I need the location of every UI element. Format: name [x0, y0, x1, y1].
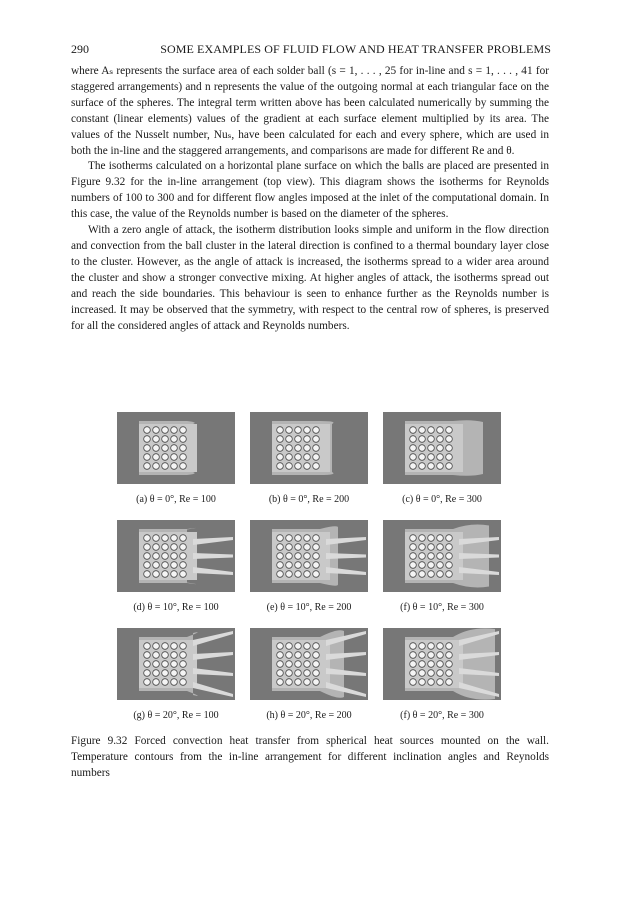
- solder-ball: [304, 427, 311, 434]
- solder-ball: [162, 679, 169, 686]
- isotherm-plot: [117, 628, 235, 700]
- solder-ball: [446, 544, 453, 551]
- solder-ball: [144, 463, 151, 470]
- solder-ball: [277, 670, 284, 677]
- solder-ball: [437, 463, 444, 470]
- solder-ball: [304, 670, 311, 677]
- solder-ball: [446, 571, 453, 578]
- solder-ball: [446, 679, 453, 686]
- solder-ball: [162, 571, 169, 578]
- panel-label: (b) θ = 0°, Re = 200: [268, 494, 350, 505]
- solder-ball: [295, 562, 302, 569]
- solder-ball: [313, 679, 320, 686]
- panel-label: (a) θ = 0°, Re = 100: [136, 494, 216, 505]
- solder-ball: [437, 661, 444, 668]
- solder-ball: [304, 535, 311, 542]
- solder-ball: [446, 562, 453, 569]
- solder-ball: [153, 454, 160, 461]
- isotherm-panel: [383, 520, 501, 592]
- solder-ball: [304, 553, 311, 560]
- solder-ball: [286, 535, 293, 542]
- solder-ball: [304, 544, 311, 551]
- solder-ball: [144, 562, 151, 569]
- solder-ball: [304, 679, 311, 686]
- paragraph: With a zero angle of attack, the isotherm distribution looks simple and uniform in the flow direction and convection from the ball cluster in the lateral direction is confined to a thermal boundary layer close to the cluster. However, as the angle of attack is increased, the isotherms spread to a wider area around the cluster and show a stronger convective mixing. At higher angles of attack, the isotherms spread out and reach the side boundaries. This behaviour is seen to enhance further as the Reynolds number is increased. It may be observed that the symmetry, with respect to the central row of spheres, is preserved for all the considered angles of attack and Reynolds numbers.: [71, 224, 549, 332]
- solder-ball: [313, 652, 320, 659]
- solder-ball: [313, 535, 320, 542]
- solder-ball: [277, 679, 284, 686]
- panel-label: (c) θ = 0°, Re = 300: [402, 494, 482, 505]
- solder-ball: [180, 454, 187, 461]
- solder-ball: [153, 427, 160, 434]
- solder-ball: [286, 562, 293, 569]
- solder-ball: [286, 454, 293, 461]
- solder-ball: [180, 679, 187, 686]
- isotherm-panel: [383, 628, 501, 700]
- solder-ball: [410, 643, 417, 650]
- solder-ball: [144, 571, 151, 578]
- solder-ball: [428, 661, 435, 668]
- solder-ball: [180, 427, 187, 434]
- solder-ball: [153, 679, 160, 686]
- isotherm-panel: [117, 628, 235, 700]
- solder-ball: [304, 652, 311, 659]
- solder-ball: [295, 535, 302, 542]
- solder-ball: [144, 670, 151, 677]
- isotherm-plot: [383, 412, 501, 484]
- solder-ball: [277, 562, 284, 569]
- paragraph: The isotherms calculated on a horizontal plane surface on which the balls are placed are presented in Figure 9.32 for the in-line arrangement (top view). This diagram shows the isotherms for Reynolds numbers of 100 to 300 and for different flow angles imposed at the inlet of the computational domain. In this case, the value of the Reynolds number is based on the diameter of the spheres.: [71, 160, 549, 221]
- solder-ball: [162, 643, 169, 650]
- solder-ball: [419, 670, 426, 677]
- solder-ball: [313, 571, 320, 578]
- solder-ball: [446, 463, 453, 470]
- solder-ball: [180, 463, 187, 470]
- solder-ball: [419, 436, 426, 443]
- solder-ball: [171, 454, 178, 461]
- solder-ball: [410, 463, 417, 470]
- solder-ball: [437, 436, 444, 443]
- solder-ball: [437, 670, 444, 677]
- solder-ball: [419, 445, 426, 452]
- solder-ball: [419, 679, 426, 686]
- solder-ball: [437, 571, 444, 578]
- solder-ball: [286, 679, 293, 686]
- solder-ball: [277, 535, 284, 542]
- solder-ball: [171, 553, 178, 560]
- solder-ball: [180, 571, 187, 578]
- solder-ball: [410, 553, 417, 560]
- solder-ball: [419, 463, 426, 470]
- solder-ball: [295, 445, 302, 452]
- solder-ball: [437, 643, 444, 650]
- solder-ball: [171, 643, 178, 650]
- solder-ball: [437, 562, 444, 569]
- solder-ball: [419, 427, 426, 434]
- solder-ball: [144, 427, 151, 434]
- paragraph: where Aₛ represents the surface area of each solder ball (s = 1, . . . , 25 for in-line and s = 1, . . . , 41 for staggered arrangements) and n represents the value of the outgoing normal at each triangular face on the surface of the spheres. The integral term written above has been calculated numerically by summing the constant (linear elements) values of the gradient at each surface element multiplied by its area. The values of the Nusselt number, Nuₛ, have been calculated for each and every sphere, which are used in both the in-line and the staggered arrangements, and comparisons are made for different Re and θ.: [71, 65, 549, 157]
- solder-ball: [162, 670, 169, 677]
- solder-ball: [171, 445, 178, 452]
- solder-ball: [313, 463, 320, 470]
- solder-ball: [419, 652, 426, 659]
- solder-ball: [162, 436, 169, 443]
- solder-ball: [295, 553, 302, 560]
- solder-ball: [428, 670, 435, 677]
- isotherm-panel: [250, 412, 368, 484]
- solder-ball: [153, 553, 160, 560]
- solder-ball: [313, 670, 320, 677]
- solder-ball: [144, 679, 151, 686]
- solder-ball: [162, 562, 169, 569]
- solder-ball: [419, 661, 426, 668]
- solder-ball: [304, 445, 311, 452]
- solder-ball: [162, 463, 169, 470]
- solder-ball: [286, 544, 293, 551]
- solder-ball: [180, 562, 187, 569]
- solder-ball: [162, 544, 169, 551]
- solder-ball: [446, 652, 453, 659]
- solder-ball: [180, 643, 187, 650]
- solder-ball: [295, 652, 302, 659]
- solder-ball: [304, 571, 311, 578]
- solder-ball: [144, 454, 151, 461]
- solder-ball: [277, 571, 284, 578]
- solder-ball: [295, 463, 302, 470]
- solder-ball: [419, 643, 426, 650]
- solder-ball: [180, 445, 187, 452]
- solder-ball: [313, 661, 320, 668]
- solder-ball: [446, 643, 453, 650]
- solder-ball: [171, 652, 178, 659]
- solder-ball: [446, 427, 453, 434]
- panel-label: (f) θ = 10°, Re = 300: [400, 602, 484, 613]
- solder-ball: [153, 670, 160, 677]
- solder-ball: [446, 436, 453, 443]
- isotherm-panel: [383, 412, 501, 484]
- panel-label: (d) θ = 10°, Re = 100: [133, 602, 219, 613]
- isotherm-plot: [117, 520, 235, 592]
- solder-ball: [295, 679, 302, 686]
- solder-ball: [277, 454, 284, 461]
- solder-ball: [419, 454, 426, 461]
- solder-ball: [410, 670, 417, 677]
- panel-label: (g) θ = 20°, Re = 100: [133, 710, 219, 721]
- solder-ball: [286, 571, 293, 578]
- solder-ball: [286, 427, 293, 434]
- solder-ball: [286, 445, 293, 452]
- solder-ball: [180, 670, 187, 677]
- solder-ball: [446, 661, 453, 668]
- solder-ball: [419, 562, 426, 569]
- solder-ball: [277, 436, 284, 443]
- isotherm-plot: [250, 520, 368, 592]
- solder-ball: [153, 463, 160, 470]
- solder-ball: [304, 661, 311, 668]
- solder-ball: [277, 652, 284, 659]
- isotherm-panel: [117, 412, 235, 484]
- solder-ball: [313, 454, 320, 461]
- solder-ball: [304, 562, 311, 569]
- solder-ball: [144, 535, 151, 542]
- isotherm-panel: [250, 520, 368, 592]
- solder-ball: [171, 544, 178, 551]
- solder-ball: [428, 427, 435, 434]
- solder-ball: [171, 427, 178, 434]
- solder-ball: [153, 661, 160, 668]
- solder-ball: [428, 454, 435, 461]
- solder-ball: [304, 643, 311, 650]
- solder-ball: [277, 445, 284, 452]
- solder-ball: [410, 571, 417, 578]
- solder-ball: [313, 436, 320, 443]
- panel-label: (h) θ = 20°, Re = 200: [266, 710, 352, 721]
- solder-ball: [410, 427, 417, 434]
- solder-ball: [419, 535, 426, 542]
- solder-ball: [286, 643, 293, 650]
- solder-ball: [277, 427, 284, 434]
- solder-ball: [144, 544, 151, 551]
- solder-ball: [171, 670, 178, 677]
- solder-ball: [313, 445, 320, 452]
- solder-ball: [180, 436, 187, 443]
- solder-ball: [295, 544, 302, 551]
- solder-ball: [437, 454, 444, 461]
- solder-ball: [313, 562, 320, 569]
- solder-ball: [446, 454, 453, 461]
- solder-ball: [437, 652, 444, 659]
- running-title: SOME EXAMPLES OF FLUID FLOW AND HEAT TRANSFER PROBLEMS: [160, 42, 551, 56]
- solder-ball: [437, 544, 444, 551]
- solder-ball: [313, 427, 320, 434]
- solder-ball: [171, 679, 178, 686]
- solder-ball: [171, 463, 178, 470]
- solder-ball: [295, 571, 302, 578]
- solder-ball: [277, 553, 284, 560]
- solder-ball: [162, 445, 169, 452]
- solder-ball: [153, 562, 160, 569]
- solder-ball: [144, 643, 151, 650]
- isotherm-plot: [250, 628, 368, 700]
- solder-ball: [162, 427, 169, 434]
- solder-ball: [180, 652, 187, 659]
- solder-ball: [144, 445, 151, 452]
- isotherm-plot: [250, 412, 368, 484]
- solder-ball: [304, 436, 311, 443]
- isotherm-plot: [383, 520, 501, 592]
- solder-ball: [428, 445, 435, 452]
- solder-ball: [295, 454, 302, 461]
- solder-ball: [428, 463, 435, 470]
- solder-ball: [144, 661, 151, 668]
- solder-ball: [162, 652, 169, 659]
- solder-ball: [410, 661, 417, 668]
- solder-ball: [277, 643, 284, 650]
- solder-ball: [437, 553, 444, 560]
- solder-ball: [153, 652, 160, 659]
- solder-ball: [419, 553, 426, 560]
- solder-ball: [428, 679, 435, 686]
- solder-ball: [295, 427, 302, 434]
- solder-ball: [410, 436, 417, 443]
- solder-ball: [171, 436, 178, 443]
- solder-ball: [180, 553, 187, 560]
- solder-ball: [304, 454, 311, 461]
- solder-ball: [171, 571, 178, 578]
- solder-ball: [304, 463, 311, 470]
- solder-ball: [153, 544, 160, 551]
- solder-ball: [153, 445, 160, 452]
- solder-ball: [153, 535, 160, 542]
- solder-ball: [171, 535, 178, 542]
- solder-ball: [437, 535, 444, 542]
- solder-ball: [313, 544, 320, 551]
- solder-ball: [171, 562, 178, 569]
- solder-ball: [428, 562, 435, 569]
- solder-ball: [162, 535, 169, 542]
- solder-ball: [286, 436, 293, 443]
- solder-ball: [295, 436, 302, 443]
- isotherm-plot: [383, 628, 501, 700]
- solder-ball: [419, 544, 426, 551]
- solder-ball: [428, 436, 435, 443]
- solder-ball: [295, 670, 302, 677]
- solder-ball: [428, 571, 435, 578]
- solder-ball: [162, 454, 169, 461]
- solder-ball: [286, 670, 293, 677]
- solder-ball: [446, 445, 453, 452]
- solder-ball: [180, 544, 187, 551]
- solder-ball: [419, 571, 426, 578]
- figure-caption: Figure 9.32 Forced convection heat transfer from spherical heat sources mounted on the wall. Temperature contours from the in-line arrangement for different inclination angles and Reynolds numbers: [71, 735, 549, 779]
- solder-ball: [162, 553, 169, 560]
- solder-ball: [428, 643, 435, 650]
- solder-ball: [410, 535, 417, 542]
- panel-label: (f) θ = 20°, Re = 300: [400, 710, 484, 721]
- solder-ball: [410, 562, 417, 569]
- solder-ball: [277, 463, 284, 470]
- solder-ball: [428, 535, 435, 542]
- solder-ball: [144, 436, 151, 443]
- solder-ball: [162, 661, 169, 668]
- page-number: 290: [71, 42, 89, 56]
- solder-ball: [313, 643, 320, 650]
- solder-ball: [446, 670, 453, 677]
- solder-ball: [153, 643, 160, 650]
- solder-ball: [286, 553, 293, 560]
- isotherm-plot: [117, 412, 235, 484]
- solder-ball: [428, 652, 435, 659]
- solder-ball: [286, 661, 293, 668]
- solder-ball: [437, 445, 444, 452]
- solder-ball: [446, 535, 453, 542]
- solder-ball: [410, 454, 417, 461]
- solder-ball: [171, 661, 178, 668]
- solder-ball: [144, 652, 151, 659]
- isotherm-panel: [117, 520, 235, 592]
- solder-ball: [428, 553, 435, 560]
- solder-ball: [153, 436, 160, 443]
- isotherm-panel: [250, 628, 368, 700]
- solder-ball: [446, 553, 453, 560]
- solder-ball: [286, 652, 293, 659]
- solder-ball: [286, 463, 293, 470]
- solder-ball: [295, 661, 302, 668]
- solder-ball: [144, 553, 151, 560]
- solder-ball: [410, 652, 417, 659]
- solder-ball: [313, 553, 320, 560]
- solder-ball: [410, 445, 417, 452]
- panel-label: (e) θ = 10°, Re = 200: [266, 602, 352, 613]
- solder-ball: [437, 427, 444, 434]
- solder-ball: [295, 643, 302, 650]
- solder-ball: [428, 544, 435, 551]
- solder-ball: [410, 679, 417, 686]
- solder-ball: [437, 679, 444, 686]
- solder-ball: [180, 661, 187, 668]
- solder-ball: [153, 571, 160, 578]
- solder-ball: [277, 661, 284, 668]
- solder-ball: [277, 544, 284, 551]
- solder-ball: [410, 544, 417, 551]
- solder-ball: [180, 535, 187, 542]
